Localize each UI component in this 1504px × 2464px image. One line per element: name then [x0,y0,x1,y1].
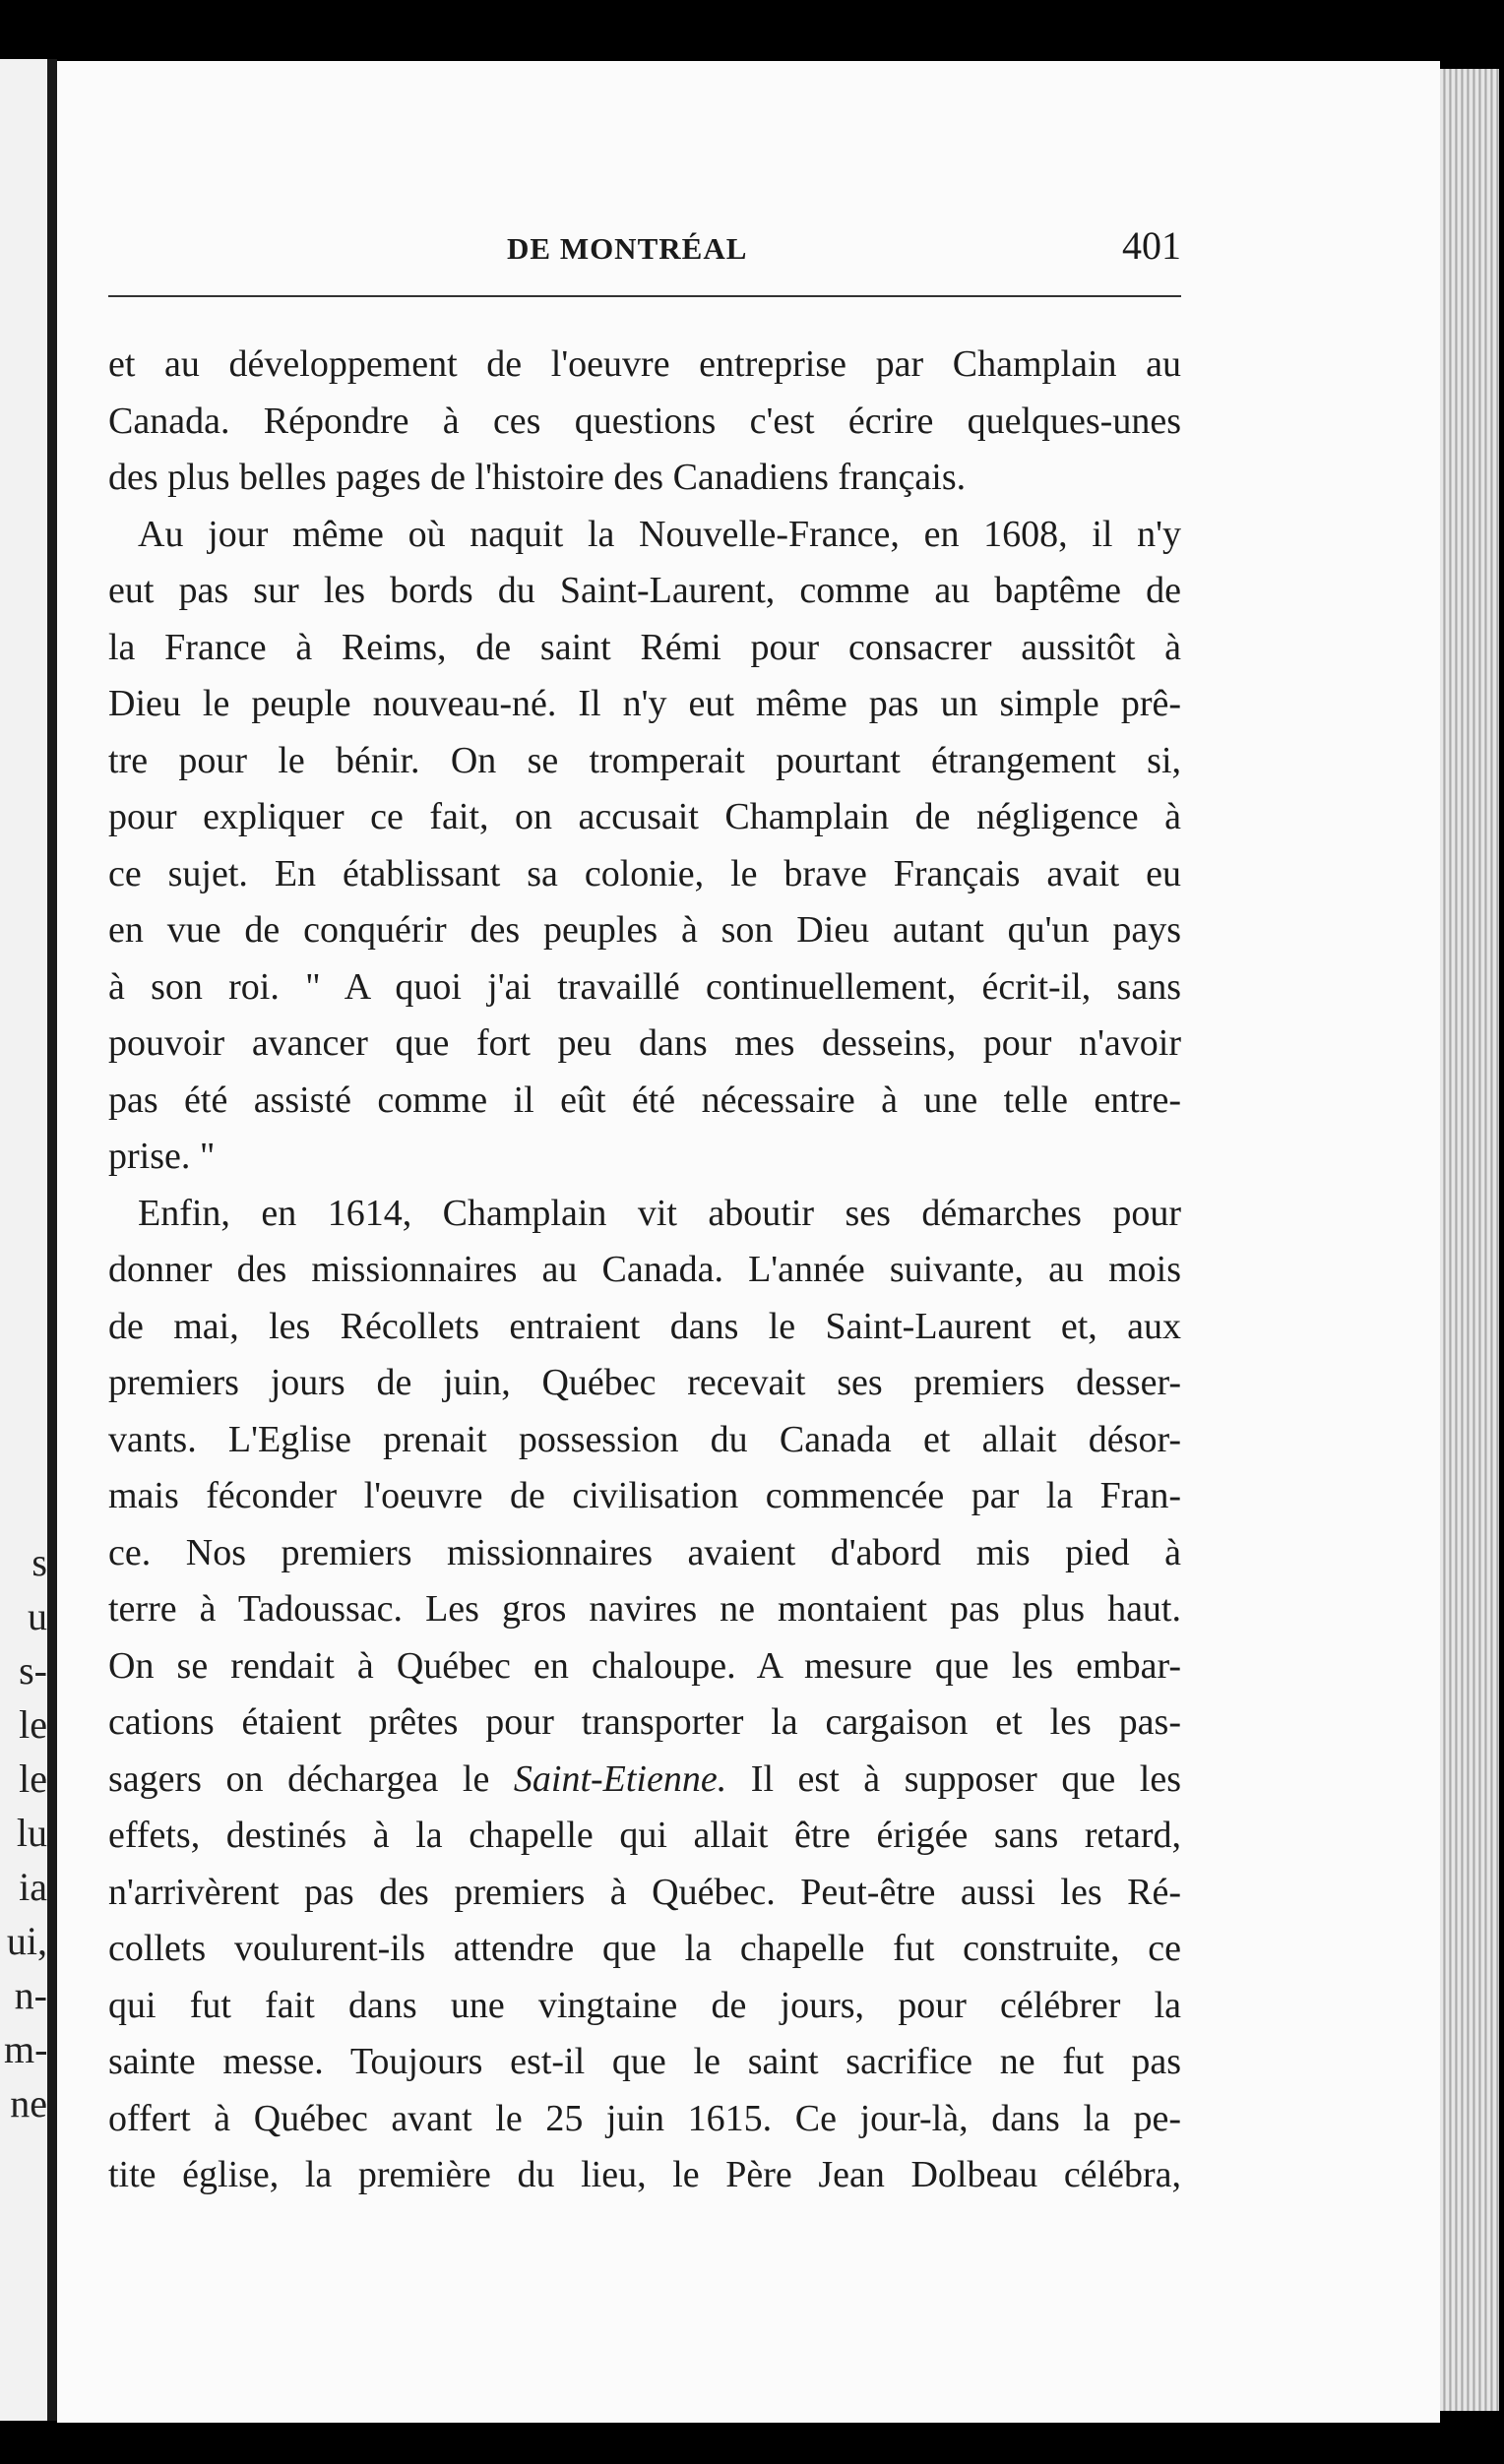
text-line: en vue de conquérir des peuples à son Dieu autant qu'un pays [108,909,1181,951]
text-line: ce sujet. En établissant sa colonie, le brave Français avait eu [108,852,1181,894]
left-fragment: u [28,1594,47,1638]
left-fragment: le [19,1756,47,1801]
text-line: Enfin, en 1614, Champlain vit aboutir ses démarches pour [138,1192,1181,1234]
text-line: tite église, la première du lieu, le Père Jean Dolbeau célébra, [108,2154,1181,2195]
text-line: collets voulurent-ils attendre que la chapelle fut construite, ce [108,1928,1181,1969]
text-line: et au développement de l'oeuvre entreprise par Champlain au [108,343,1181,385]
text-line: n'arrivèrent pas des premiers à Québec. Peut-être aussi les Ré- [108,1871,1181,1913]
text-line: sainte messe. Toujours est-il que le saint sacrifice ne fut pas [108,2041,1181,2082]
text-line: pas été assisté comme il eût été nécessaire à une telle entre- [108,1078,1181,1121]
book-spine [47,59,57,2421]
left-fragment: ne [10,2081,47,2125]
text-line: pouvoir avancer que fort peu dans mes desseins, pour n'avoir [108,1022,1181,1064]
left-fragment: n- [14,1973,47,2017]
text-fragment: Il est à supposer que les [726,1757,1181,1800]
text-line: ce. Nos premiers missionnaires avaient d'abord mis pied à [108,1531,1181,1573]
left-fragment: s [31,1540,47,1584]
text-line: la France à Reims, de saint Rémi pour consacrer aussitôt à [108,626,1181,668]
text-line: à son roi. " A quoi j'ai travaillé continuellement, écrit-il, sans [108,965,1181,1008]
text-line: Dieu le peuple nouveau-né. Il n'y eut même pas un simple prê- [108,683,1181,724]
text-line: mais féconder l'oeuvre de civilisation commencée par la Fran- [108,1475,1181,1516]
text-line: tre pour le bénir. On se tromperait pourtant étrangement si, [108,739,1181,781]
text-line: pour expliquer ce fait, on accusait Champlain de négligence à [108,796,1181,837]
body-text [108,337,1181,2204]
text-line: eut pas sur les bords du Saint-Laurent, comme au baptême de [108,570,1181,611]
text-line: Au jour même où naquit la Nouvelle-France, en 1608, il n'y [138,513,1181,555]
text-line: Canada. Répondre à ces questions c'est écrire quelques-unes [108,400,1181,442]
text-line: offert à Québec avant le 25 juin 1615. Ce jour-là, dans la pe- [108,2097,1181,2139]
text-line-italic [108,1752,1181,1809]
left-fragment: ui, [6,1919,47,1963]
text-line: prise. " [108,1136,216,1177]
ship-name: Saint-Etienne. [513,1757,727,1800]
text-line: des plus belles pages de l'histoire des Canadiens français. [108,457,967,498]
left-fragment: m- [4,2027,48,2071]
text-line: On se rendait à Québec en chaloupe. A mesure que les embar- [108,1644,1181,1687]
text-line: cations étaient prêtes pour transporter la cargaison et les pas- [108,1701,1181,1743]
text-line: premiers jours de juin, Québec recevait ses premiers desser- [108,1362,1181,1403]
text-line: terre à Tadoussac. Les gros navires ne montaient pas plus haut. [108,1588,1181,1630]
page-number: 401 [1122,223,1181,268]
running-head: DE MONTRÉAL [507,231,748,266]
header-rule [108,295,1181,297]
text-fragment: sagers on déchargea le [108,1757,514,1800]
text-line: qui fut fait dans une vingtaine de jours, pour célébrer la [108,1984,1181,2026]
text-line: donner des missionnaires au Canada. L'année suivante, au mois [108,1249,1181,1290]
page-edges [1440,69,1499,2411]
left-fragment: ia [19,1865,47,1909]
left-fragment: lu [16,1811,47,1855]
page-header [108,223,1181,285]
left-page-fragments [4,1535,47,2130]
left-fragment: le [19,1702,47,1747]
left-fragment: s- [19,1648,47,1693]
text-line: vants. L'Eglise prenait possession du Canada et allait désor- [108,1418,1181,1460]
text-line: de mai, les Récollets entraient dans le Saint-Laurent et, aux [108,1305,1181,1347]
text-line: effets, destinés à la chapelle qui allait être érigée sans retard, [108,1815,1181,1856]
